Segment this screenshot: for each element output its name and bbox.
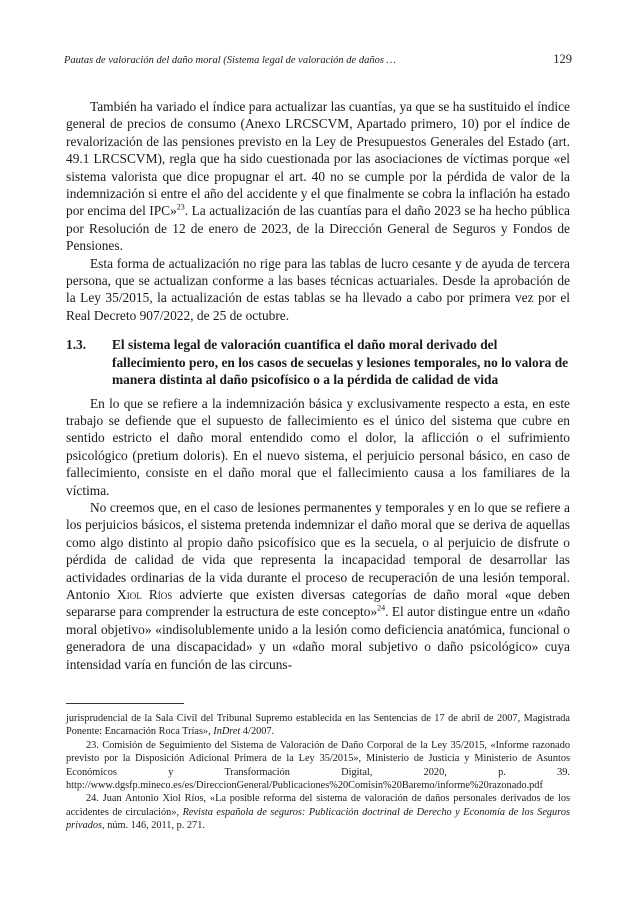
paragraph: Esta forma de actualización no rige para las tablas de lucro cesante y de ayuda de tercera persona, que se actualizan conforme a las bases técnicas actuariales. Desde la aprobación de la Ley 35/2015, la actualización de estas tablas se ha llevado a cabo por primera vez por el Real Decreto 907/2022, de 25 de octubre. [66, 255, 570, 323]
footnote-text: 4/2007. [240, 726, 275, 738]
paragraph-text: No creemos que, en el caso de lesiones permanentes y temporales y en lo que se refiere a los perjuicios básicos, el sistema pretenda indemnizar el daño moral que se deriva de aquellas como algo distinto al propio daño psicofísico que es la secuela, o al perjuicio de disfrute o pérdida de calidad de vida que representa la incapacidad temporal de desarrollar las actividades ordinarias de la vida durante el proceso de recuperación de una lesión temporal. Antonio [66, 499, 570, 602]
footnote-23 [66, 739, 570, 793]
footnote-24 [66, 792, 570, 832]
section-heading [66, 336, 570, 388]
paragraph-text: . La actualización de las cuantías para el daño 2023 se ha hecho pública por Resolución de 12 de enero de 2023, de la Dirección General de Seguros y Fondos de Pensiones. [66, 203, 570, 254]
footnote-text: Comisión de Seguimiento del Sistema de Valoración de Daño Corporal de la Ley 35/2015, «Informe razonado previsto por la Disposición Adicional Primera de la Ley 35/2015», Ministerio de Justicia y Ministerio de Asuntos Económicos y Transformación Digital, 2020, p. 39. http://www.dgsfp.mineco.es/es/DireccionGeneral/Publicaciones%20Comisin%20Baremo/informe%20razonado.pdf [66, 739, 570, 792]
section-title: El sistema legal de valoración cuantifica el daño moral derivado del fallecimiento pero, en los casos de secuelas y lesiones temporales, no lo valora de manera distinta al daño psicofísico o a la pérdida de calidad de vida [112, 337, 569, 388]
footnote-text: , núm. 146, 2011, p. 271. [102, 820, 205, 832]
footnote-text: jurisprudencial de la Sala Civil del Tribunal Supremo establecida en las Sentencias de 17 de abril de 2007, Magistrada Ponente: Encarnación Roca Trías», [66, 713, 570, 738]
section-number: 1.3. [66, 337, 87, 353]
footnote-number: 23. [86, 739, 99, 751]
journal-title: InDret [213, 726, 241, 738]
page-header [64, 52, 572, 67]
footnote-ref-23: 23 [176, 202, 185, 212]
footnote-number: 24. [86, 793, 99, 805]
paragraph: En lo que se refiere a la indemnización básica y exclusivamente respecto a esta, en este trabajo se defiende que el supuesto de fallecimiento es el único del sistema que cubre en sentido estricto el daño moral entendido como el dolor, la aflicción o el sufrimiento psicológico (pretium doloris). En el nuevo sistema, el perjuicio personal básico, en caso de fallecimiento, consiste en el daño moral que el fallecimiento causa a los familiares de la víctima. [66, 395, 570, 498]
journal-title: Revista española de seguros: Publicación doctrinal de Derecho y Economía de los Seguros privados [66, 806, 570, 832]
paragraph-text: advierte que existen diversas categorías de daño moral «que deben separarse para comprender la estructura de este concepto» [66, 586, 570, 620]
paragraph [66, 98, 570, 255]
paragraph [66, 499, 570, 673]
footnote-ref-24: 24 [377, 603, 386, 613]
author-name: Xiol Ríos [117, 586, 173, 602]
paragraph-text: También ha variado el índice para actualizar las cuantías, ya que se ha sustituido el índice general de precios de consumo (Anexo LRCSCVM, Apartado primero, 10) por el índice de revalorización de las pensiones previsto en la Ley de Presupuestos Generales del Estado (art. 49.1 LRCSCVM), regla que ha sido cuestionada por las asociaciones de víctimas porque «el sistema valorista que dice propugnar el art. 40 no se cumple por la pérdida de valor de la indemnización si entre el año del accidente y el que finalmente se cobra la inflación ha estado por encima del IPC» [66, 99, 570, 219]
page-number: 129 [553, 52, 572, 66]
footnote-continuation [66, 712, 570, 739]
running-title: Pautas de valoración del daño moral (Sistema legal de valoración de daños … [64, 55, 396, 66]
footnote-divider [66, 703, 184, 704]
footnote-text: Juan Antonio Xiol Ríos, «La posible reforma del sistema de valoración de daños personales derivados de los accidentes de circulación», [66, 793, 570, 818]
paragraph-text: . El autor distingue entre un «daño moral objetivo» «indisolublemente unido a la lesión como deficiencia anatómica, funcional o generadora de una discapacidad» y un «daño moral subjetivo o daño psicológico» cuya intensidad varía en función de las circuns- [66, 604, 570, 672]
footnotes [66, 712, 570, 833]
body-text [66, 98, 570, 673]
